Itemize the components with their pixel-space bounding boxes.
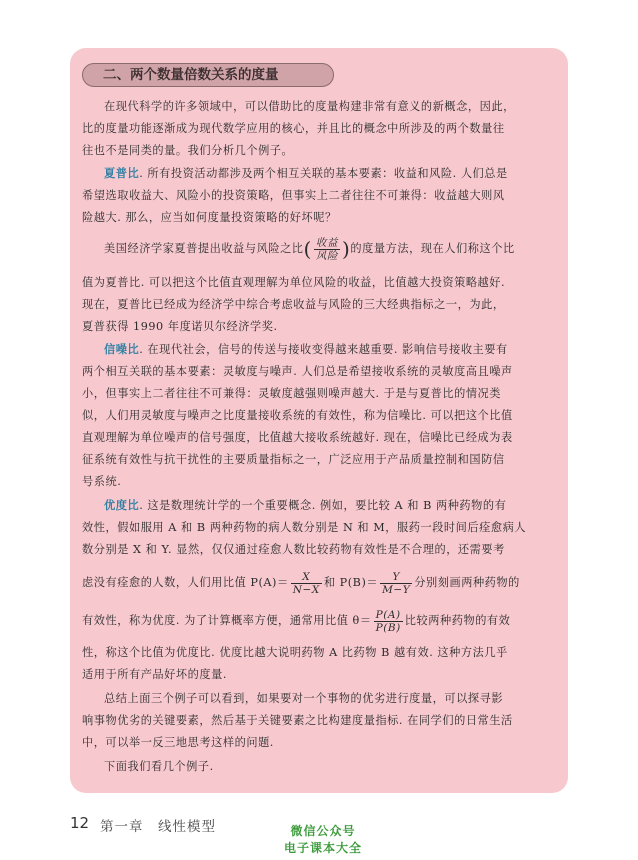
watermark-line-1: 微信公众号 bbox=[290, 824, 356, 838]
sharpe-line-7: 夏普获得 1990 年度诺贝尔经济学奖. bbox=[82, 320, 278, 333]
summary-line-2: 响事物优劣的关键要素，然后基于关键要素之比构建度量指标. 在同学们的日常生活 bbox=[82, 714, 513, 727]
summary-line-3: 中，可以举一反三地思考这样的问题. bbox=[82, 736, 274, 749]
return-risk-fraction: $\frac{\text{收益}}{\text{风险}}$ bbox=[315, 236, 339, 262]
snr-line-4: 似，人们用灵敏度与噪声之比度量接收系统的有效性，称为信噪比. 可以把这个比值 bbox=[82, 409, 513, 422]
snr-line-3: 小，但事实上二者往往不可兼得：灵敏度越强则噪声越大. 于是与夏普比的情况类 bbox=[82, 387, 502, 400]
odds-line-1: 优度比. 这是数理统计学的一个重要概念. 例如，要比较 A 和 B 两种药物的有 bbox=[104, 499, 507, 512]
odds-line-4: 虑没有痊愈的人数，人们用比值 P(A)＝ $\frac{X}{N-X}$ 和 P(B)＝ $\frac{Y}{M-Y}$ 分别刻画两种药物的 bbox=[82, 570, 520, 596]
intro-line-1: 在现代科学的许多领域中，可以借助比的度量构建非常有意义的新概念，因此， bbox=[104, 100, 515, 113]
snr-line-5: 直观理解为单位噪声的信号强度，比值越大接收系统越好. 现在，信噪比已经成为表 bbox=[82, 431, 513, 444]
snr-line-7: 号系统. bbox=[82, 475, 122, 488]
intro-line-3: 往也不是同类的量。我们分析几个例子。 bbox=[82, 144, 294, 157]
sharpe-line-1: 夏普比. 所有投资活动都涉及两个相互关联的基本要素：收益和风险. 人们总是 bbox=[104, 167, 508, 180]
sharpe-term: 夏普比 bbox=[104, 167, 140, 180]
fraction-x-over-n-minus-x: $\frac{X}{N-X}$ bbox=[292, 570, 320, 596]
sharpe-line-5: 值为夏普比. 可以把这个比值直观理解为单位风险的收益，比值越大投资策略越好. bbox=[82, 276, 506, 289]
section-header: 二、两个数量倍数关系的度量 bbox=[82, 63, 334, 87]
sharpe-line-3: 险越大. 那么，应当如何度量投资策略的好坏呢？ bbox=[82, 211, 337, 224]
sharpe-line-2: 希望选取收益大、风险小的投资策略，但事实上二者往往不可兼得：收益越大则风 bbox=[82, 189, 505, 202]
fraction-y-over-m-minus-y: $\frac{Y}{M-Y}$ bbox=[382, 570, 411, 596]
snr-line-2: 两个相互关联的基本要素：灵敏度与噪声. 人们总是希望接收系统的灵敏度高且噪声 bbox=[82, 365, 513, 378]
odds-line-5: 有效性，称为优度. 为了计算概率方便，通常用比值 θ＝ $\frac{P(A)}{P(B)}$ 比较两种药物的有效 bbox=[82, 608, 511, 634]
page-number: 12 bbox=[70, 814, 90, 832]
odds-line-3: 数分别是 X 和 Y. 显然，仅仅通过痊愈人数比较药物有效性是不合理的，还需要考 bbox=[82, 543, 505, 556]
snr-term: 信噪比 bbox=[104, 343, 140, 356]
fraction-pa-over-pb: $\frac{P(A)}{P(B)}$ bbox=[375, 608, 401, 634]
chapter-title: 第一章 线性模型 bbox=[100, 819, 216, 835]
sharpe-line-6: 现在，夏普比已经成为经济学中综合考虑收益与风险的三大经典指标之一，为此， bbox=[82, 298, 505, 311]
summary-line-1: 总结上面三个例子可以看到，如果要对一个事物的优劣进行度量，可以探寻影 bbox=[104, 692, 504, 705]
intro-line-2: 比的度量功能逐渐成为现代数学应用的核心，并且比的概念中所涉及的两个数量往 bbox=[82, 122, 505, 135]
snr-line-6: 征系统有效性与抗干扰性的主要质量指标之一，广泛应用于产品质量控制和国防信 bbox=[82, 453, 505, 466]
summary-line-4: 下面我们看几个例子. bbox=[104, 760, 214, 773]
odds-line-2: 效性，假如服用 A 和 B 两种药物的病人数分别是 N 和 M，服药一段时间后痊愈病人 bbox=[82, 521, 527, 534]
odds-line-6: 性，称这个比值为优度比. 优度比越大说明药物 A 比药物 B 越有效. 这种方法几乎 bbox=[82, 646, 508, 659]
odds-term: 优度比 bbox=[104, 499, 140, 512]
sharpe-line-4: 美国经济学家夏普提出收益与风险之比( $\frac{\text{收益}}{\text{风险}}$ )的度量方法，现在人们称这个比 bbox=[104, 236, 515, 262]
odds-line-7: 适用于所有产品好坏的度量. bbox=[82, 668, 227, 681]
snr-line-1: 信噪比. 在现代社会，信号的传送与接收变得越来越重要. 影响信号接收主要有 bbox=[104, 343, 508, 356]
watermark-line-2: 电子课本大全 bbox=[283, 841, 362, 855]
